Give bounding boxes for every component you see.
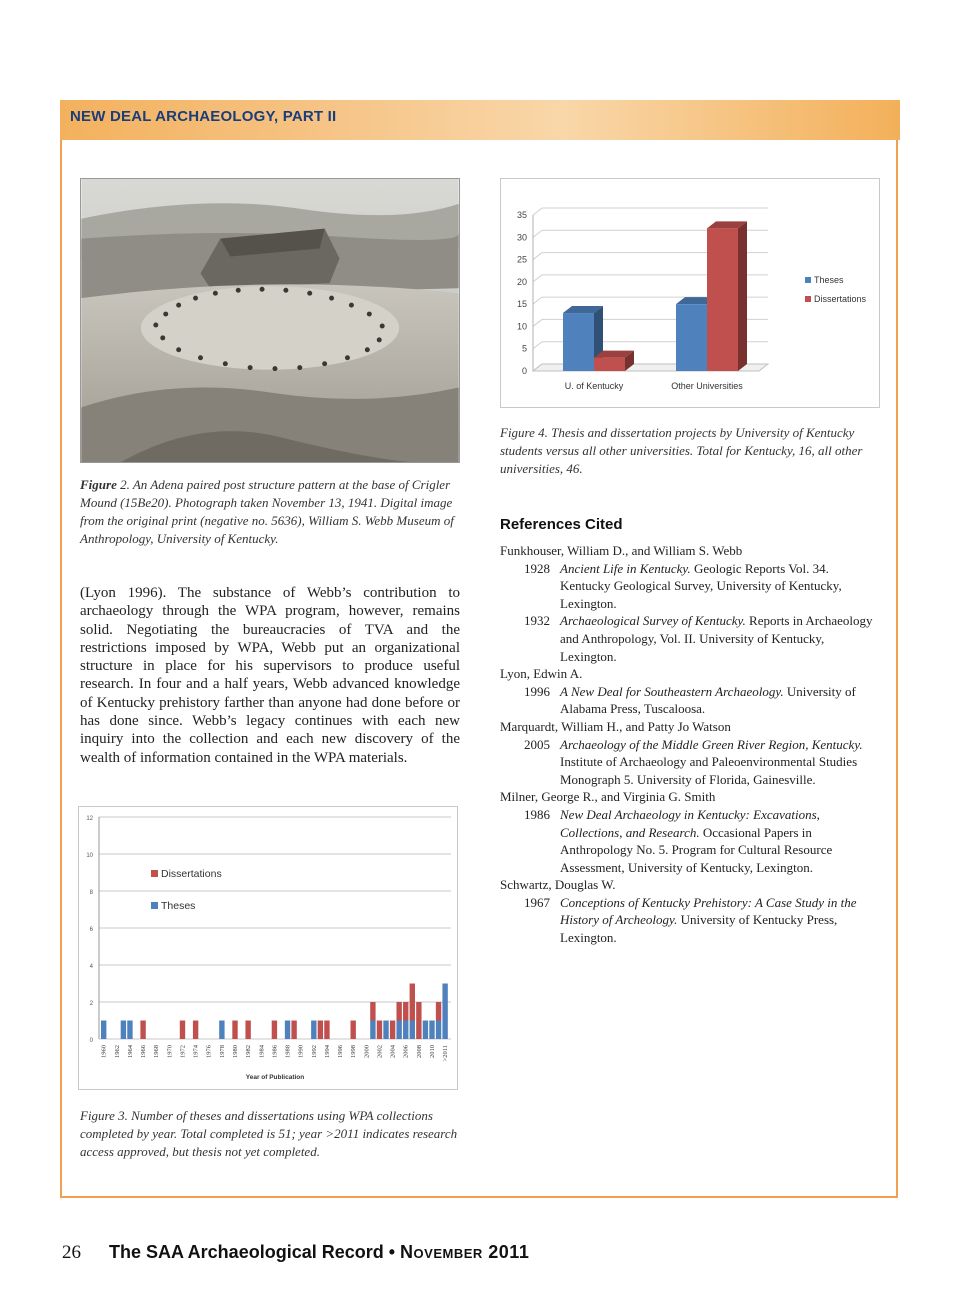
gridline-side — [533, 275, 542, 282]
reference-details: Institute of Archaeology and Paleoenvironmental Studies Monograph 5. University of Florida, Gainesville. — [560, 754, 858, 787]
x-tick-label: 1990 — [297, 1045, 305, 1058]
y-tick-label: 2 — [89, 1001, 93, 1007]
reference-author: Marquardt, William H., and Patty Jo Watson — [500, 718, 731, 734]
legend-swatch-theses — [151, 902, 158, 909]
bar-theses-1992 — [311, 1021, 316, 1040]
figure3-chart-frame — [78, 806, 458, 1090]
x-tick-label: 1980 — [232, 1045, 240, 1058]
bar-theses-1964 — [127, 1021, 132, 1040]
reference-details: University of Alabama Press, Tuscaloosa. — [560, 683, 856, 717]
bar-dissertations-1998 — [351, 1021, 356, 1040]
bar-dissertations-1972 — [180, 1021, 185, 1040]
bar-dissertations-2008 — [416, 1002, 421, 1039]
section-title: NEW DEAL ARCHAEOLOGY, PART II — [70, 108, 337, 125]
x-tick-label: 1968 — [153, 1045, 161, 1058]
y-tick-label: 4 — [89, 964, 93, 970]
reference-text — [560, 806, 880, 876]
bar-theses-1960 — [101, 1021, 106, 1040]
journal-title: The SAA Archaeological Record — [109, 1242, 384, 1262]
x-tick-label: 1964 — [126, 1045, 134, 1058]
bar-dissertations-1982 — [245, 1021, 250, 1040]
figure4-chart — [501, 179, 879, 407]
x-tick-label: 1984 — [258, 1045, 266, 1058]
reference-year: 1986 — [524, 806, 550, 822]
x-tick-label: 1996 — [337, 1045, 345, 1058]
references-list — [500, 542, 880, 947]
figure3-caption: Figure 3. Number of theses and dissertations using WPA collections completed by year. Total completed is 51; year >2011 indicates research access approved, but thesis not yet completed. — [80, 1108, 458, 1159]
y-tick-label: 6 — [89, 927, 93, 933]
x-tick-label: 1970 — [166, 1045, 174, 1058]
bar-dissertations-2006 — [403, 1002, 408, 1021]
bar-theses-2009 — [423, 1021, 428, 1040]
bar-theses->2011 — [442, 984, 447, 1040]
bar-theses-2007 — [410, 1021, 415, 1040]
footer-bullet: • — [388, 1242, 396, 1262]
references-heading: References Cited — [500, 516, 623, 533]
reference-entry — [500, 683, 880, 718]
bar-dissertations-2001 — [370, 1002, 375, 1021]
figure4-caption: Figure 4. Thesis and dissertation projects by University of Kentucky students versus all other universities. Total for Kentucky, 16, all other universities, 46. — [500, 425, 863, 476]
reference-author: Funkhouser, William D., and William S. Webb — [500, 543, 743, 558]
y-tick-label: 15 — [516, 299, 527, 310]
reference-author: Lyon, Edwin A. — [500, 666, 583, 682]
bar-dissertations-1980 — [232, 1021, 237, 1040]
y-tick-label: 5 — [521, 343, 527, 354]
y-tick-label: 8 — [89, 890, 93, 896]
bar-dissertations-1989 — [291, 1021, 296, 1040]
bar-theses-2011 — [436, 1021, 441, 1040]
x-tick-label: 1962 — [113, 1045, 121, 1058]
bar-dissertations-1994 — [324, 1021, 329, 1040]
reference-title: New Deal Archaeology in Kentucky: Excavations, Collections, and Research. — [560, 806, 820, 840]
figure3-chart — [79, 807, 457, 1089]
bar-dissertations-1966 — [140, 1021, 145, 1040]
bar-dissertations-2011 — [436, 1002, 441, 1021]
reference-text — [560, 612, 880, 665]
x-tick-label: 1976 — [205, 1045, 213, 1058]
x-tick-label: >2011 — [442, 1045, 450, 1062]
reference-year: 1967 — [524, 894, 550, 910]
legend-swatch-dissertations — [151, 870, 158, 877]
y-tick-label: 20 — [516, 276, 527, 287]
reference-title: A New Deal for Southeastern Archaeology. — [560, 683, 784, 699]
bar-theses-1988 — [285, 1021, 290, 1040]
x-tick-label: 1982 — [245, 1045, 253, 1058]
y-tick-label: 0 — [89, 1038, 93, 1044]
issue-date: November 2011 — [400, 1242, 530, 1262]
reference-entry — [500, 612, 880, 665]
gridline-side — [533, 319, 542, 326]
page-number: 26 — [62, 1242, 81, 1263]
x-category-label: Other Universities — [671, 381, 743, 391]
page-footer — [62, 1242, 529, 1264]
reference-year: 1928 — [524, 560, 550, 576]
reference-details: Occasional Papers in Anthropology No. 5. Program for Cultural Resource Assessment, University of Kentucky, Lexington. — [560, 824, 833, 875]
reference-title: Archaeological Survey of Kentucky. — [560, 613, 746, 629]
figure4-chart-frame — [500, 178, 880, 408]
y-tick-label: 35 — [516, 210, 527, 220]
legend-swatch-theses — [805, 277, 811, 283]
bar-dissertations-2007 — [410, 984, 415, 1021]
x-tick-label: 2002 — [376, 1045, 384, 1058]
excavation-photo — [80, 178, 460, 463]
bar-theses-2003 — [383, 1021, 388, 1040]
bar-dissertations-1993 — [318, 1021, 323, 1040]
legend-label-theses: Theses — [161, 900, 196, 912]
y-tick-label: 25 — [516, 254, 527, 265]
reference-entry — [500, 736, 880, 789]
x-tick-label: 1978 — [218, 1045, 226, 1058]
bar-theses-0 — [563, 313, 594, 371]
x-tick-label: 1986 — [271, 1045, 279, 1058]
body-paragraph: (Lyon 1996). The substance of Webb’s contribution to archaeology through the WPA program, however, remains solid. Negotiating the bureaucracies of TVA and the restrictions imposed by WPA, Webb put an organizational structure in place for his supervisors to produce useful research. In four and a half years, Webb advanced knowledge of Kentucky prehistory farther than anyone had done before or has done since. Webb’s legacy continues with each new inquiry into the collection and each new discovery of the wealth of information contained in the WPA materials. — [80, 585, 460, 766]
reference-title: Archaeology of the Middle Green River Region, Kentucky. — [560, 736, 863, 752]
x-tick-label: 1974 — [192, 1045, 200, 1058]
legend-label-dissertations: Dissertations — [161, 868, 222, 880]
x-tick-label: 2006 — [402, 1045, 410, 1058]
gridline-side — [533, 253, 542, 260]
legend-swatch-dissertations — [805, 296, 811, 302]
gridline-side — [533, 230, 542, 237]
gridline-side — [533, 342, 542, 349]
reference-author: Milner, George R., and Virginia G. Smith — [500, 789, 716, 805]
bar-dissertations-1986 — [272, 1021, 277, 1040]
bar-theses-2006 — [403, 1021, 408, 1040]
reference-entry — [500, 806, 880, 876]
x-tick-label: 2008 — [415, 1045, 423, 1058]
x-tick-label: 1998 — [350, 1045, 358, 1058]
x-tick-label: 1960 — [100, 1045, 108, 1058]
y-tick-label: 0 — [521, 366, 527, 376]
y-tick-label: 30 — [516, 232, 527, 243]
bar-dissertations-2005 — [396, 1002, 401, 1021]
x-category-label: U. of Kentucky — [564, 381, 624, 391]
reference-text — [560, 894, 880, 947]
reference-details: Geologic Reports Vol. 34. Kentucky Geological Survey, University of Kentucky, Lexington. — [560, 560, 842, 611]
x-tick-label: 2010 — [428, 1045, 436, 1058]
reference-year: 1996 — [524, 683, 550, 699]
x-tick-label: 1972 — [179, 1045, 187, 1058]
figure2-label: Figure — [80, 477, 117, 492]
bar-dissertations-0 — [594, 358, 625, 371]
bar-dissertations-2002 — [377, 1021, 382, 1040]
figure2-caption-text: 2. An Adena paired post structure pattern at the base of Crigler Mound (15Be20). Photograph taken November 13, 1941. Digital image from the original print (negative no. 5636), William S. Webb Museum of Anthropology, University of Kentucky. — [80, 477, 454, 546]
reference-entry — [500, 560, 880, 613]
x-tick-label: 2004 — [389, 1045, 397, 1058]
reference-year: 2005 — [524, 736, 550, 752]
bar-dissertations-1974 — [193, 1021, 198, 1040]
reference-author: Schwartz, Douglas W. — [500, 877, 616, 893]
y-tick-label: 10 — [516, 321, 527, 332]
x-tick-label: 1994 — [323, 1045, 331, 1058]
gridline-side — [533, 297, 542, 304]
legend-label-dissertations: Dissertations — [814, 294, 867, 304]
figure2-caption — [80, 476, 462, 548]
bar-theses-2010 — [429, 1021, 434, 1040]
bar-theses-1963 — [121, 1021, 126, 1040]
bar-theses-1978 — [219, 1021, 224, 1040]
x-tick-label: 1992 — [310, 1045, 318, 1058]
reference-year: 1932 — [524, 613, 550, 629]
reference-text — [560, 683, 880, 718]
reference-text — [560, 560, 880, 613]
x-tick-label: 1988 — [284, 1045, 292, 1058]
x-tick-label: 1966 — [140, 1045, 148, 1058]
gridline-side — [533, 208, 542, 215]
y-tick-label: 12 — [86, 816, 93, 822]
bar-dissertations-2004 — [390, 1021, 395, 1040]
reference-title: Conceptions of Kentucky Prehistory: A Case Study in the History of Archeology. — [560, 894, 857, 928]
reference-text — [560, 736, 880, 789]
reference-entry — [500, 894, 880, 947]
bar-theses-2005 — [396, 1021, 401, 1040]
bar-side-dissertations — [738, 221, 747, 371]
section-banner — [60, 100, 900, 140]
bar-theses-2001 — [370, 1021, 375, 1040]
bar-dissertations-1 — [707, 228, 738, 371]
legend-label-theses: Theses — [814, 275, 844, 285]
y-tick-label: 10 — [86, 853, 93, 859]
bar-theses-1 — [676, 304, 707, 371]
x-tick-label: 2000 — [363, 1045, 371, 1058]
reference-details: Reports in Archaeology and Anthropology, Vol. II. University of Kentucky, Lexington. — [560, 613, 873, 664]
reference-details: University of Kentucky Press, Lexington. — [560, 912, 838, 946]
x-axis-title: Year of Publication — [245, 1074, 305, 1081]
reference-title: Ancient Life in Kentucky. — [560, 560, 691, 576]
